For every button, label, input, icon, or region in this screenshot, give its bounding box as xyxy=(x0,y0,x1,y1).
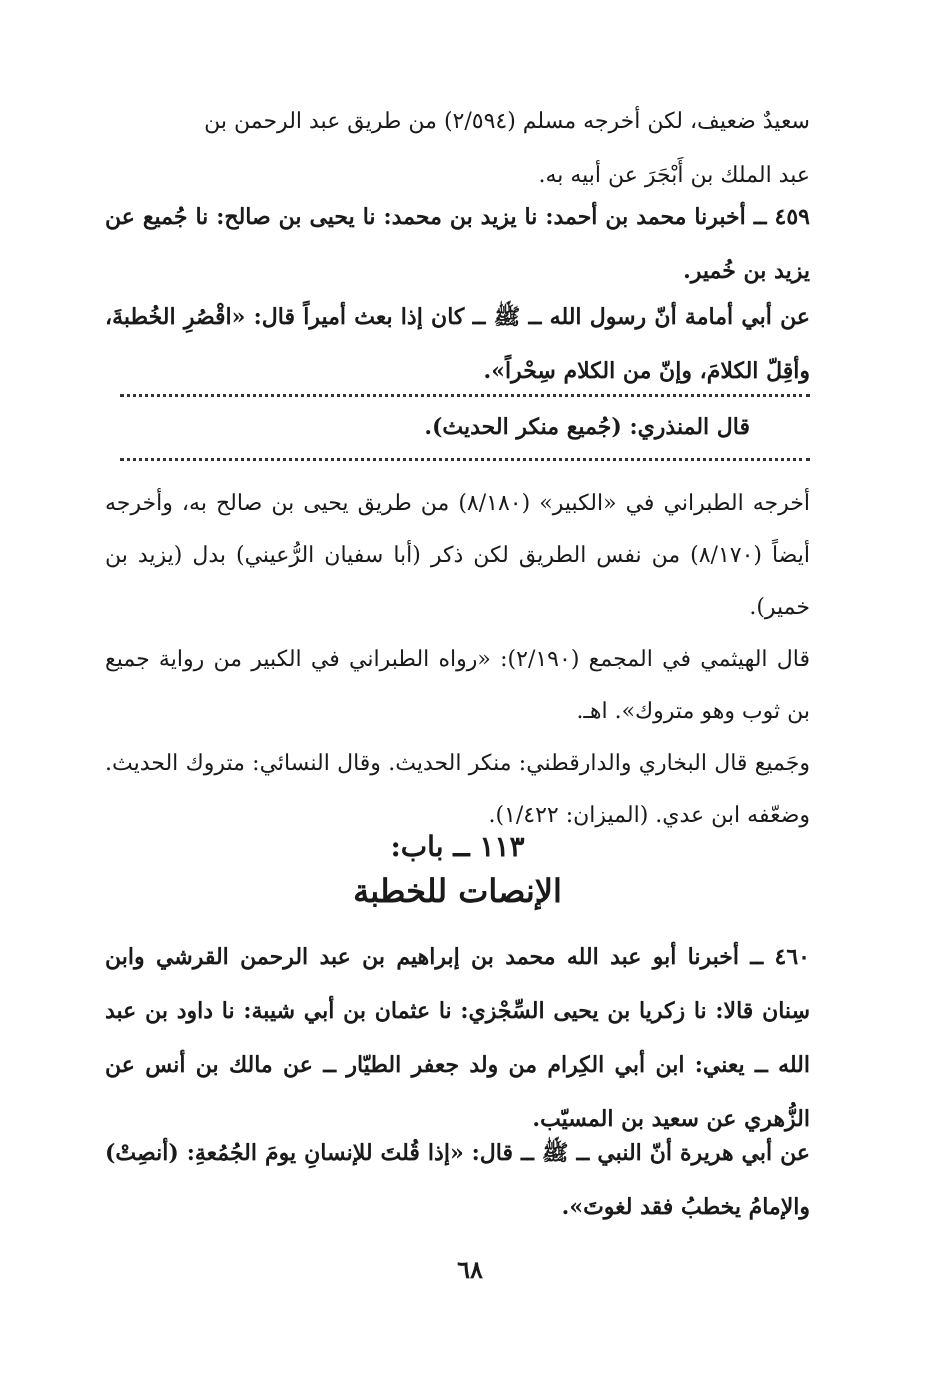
hadith-460-matn-text: عن أبي هريرة أنّ النبي ــ ﷺ ــ قال: «إذا قُلتَ للإنسانِ يومَ الجُمُعةِ: (أنصِتْ) والإمامُ يخطبُ فقد لغوتَ». xyxy=(105,1140,810,1220)
intro-line-2: عبد الملك بن أَبْجَرَ عن أبيه به. xyxy=(538,163,810,188)
mundhiri-text: قال المنذري: (جُميع منكر الحديث). xyxy=(424,414,750,440)
dotted-divider-bottom xyxy=(120,458,810,461)
commentary-p3: وجَميع قال البخاري والدارقطني: منكر الحديث. وقال النسائي: متروك الحديث. وضعّفه ابن عدي. (الميزان: ١/٤٢٢). xyxy=(105,751,810,828)
hadith-459-isnad-text: ٤٥٩ ــ أخبرنا محمد بن أحمد: نا يزيد بن محمد: نا يحيى بن صالح: نا جُميع عن يزيد بن خُمير. xyxy=(105,204,810,284)
page-number: ٦٨ xyxy=(457,1255,483,1284)
dotted-divider-top xyxy=(120,394,810,397)
commentary-p1: أخرجه الطبراني في «الكبير» (٨/١٨٠) من طريق يحيى بن صالح به، وأخرجه أيضاً (٨/١٧٠) من نفس الطريق لكن ذكر (أبا سفيان الرُّعيني) بدل (يزيد بن خمير). xyxy=(105,491,810,620)
intro-line-1: سعيدٌ ضعيف، لكن أخرجه مسلم (٢/٥٩٤) من طريق عبد الرحمن بن xyxy=(204,109,810,134)
chapter-number: ١١٣ ــ باب: xyxy=(390,830,525,863)
hadith-459-isnad xyxy=(105,190,810,298)
commentary-p2: قال الهيثمي في المجمع (٢/١٩٠): «رواه الطبراني في الكبير من رواية جميع بن ثوب وهو متروك». اهـ. xyxy=(105,647,810,724)
commentary xyxy=(105,478,810,842)
hadith-460-matn xyxy=(105,1126,810,1234)
chapter-title: الإنصات للخطبة xyxy=(353,872,562,910)
hadith-459-matn-text: عن أبي أمامة أنّ رسول الله ــ ﷺ ــ كان إذا بعث أميراً قال: «اقْصُرِ الخُطبةَ، وأقِلّ الكلامَ، وإنّ من الكلام سِحْراً». xyxy=(105,304,810,384)
intro-text xyxy=(105,95,810,203)
hadith-460-isnad xyxy=(105,930,810,1146)
hadith-460-isnad-text: ٤٦٠ ــ أخبرنا أبو عبد الله محمد بن إبراهيم بن عبد الرحمن القرشي وابن سِنان قالا: نا زكريا بن يحيى السِّجْزي: نا عثمان بن أبي شيبة: نا داود بن عبد الله ــ يعني: ابن أبي الكِرام من ولد جعفر الطيّار ــ عن مالك بن أنس عن الزُّهري عن سعيد بن المسيّب. xyxy=(105,944,810,1132)
hadith-459-matn xyxy=(105,290,810,398)
mundhiri-note xyxy=(105,400,810,454)
